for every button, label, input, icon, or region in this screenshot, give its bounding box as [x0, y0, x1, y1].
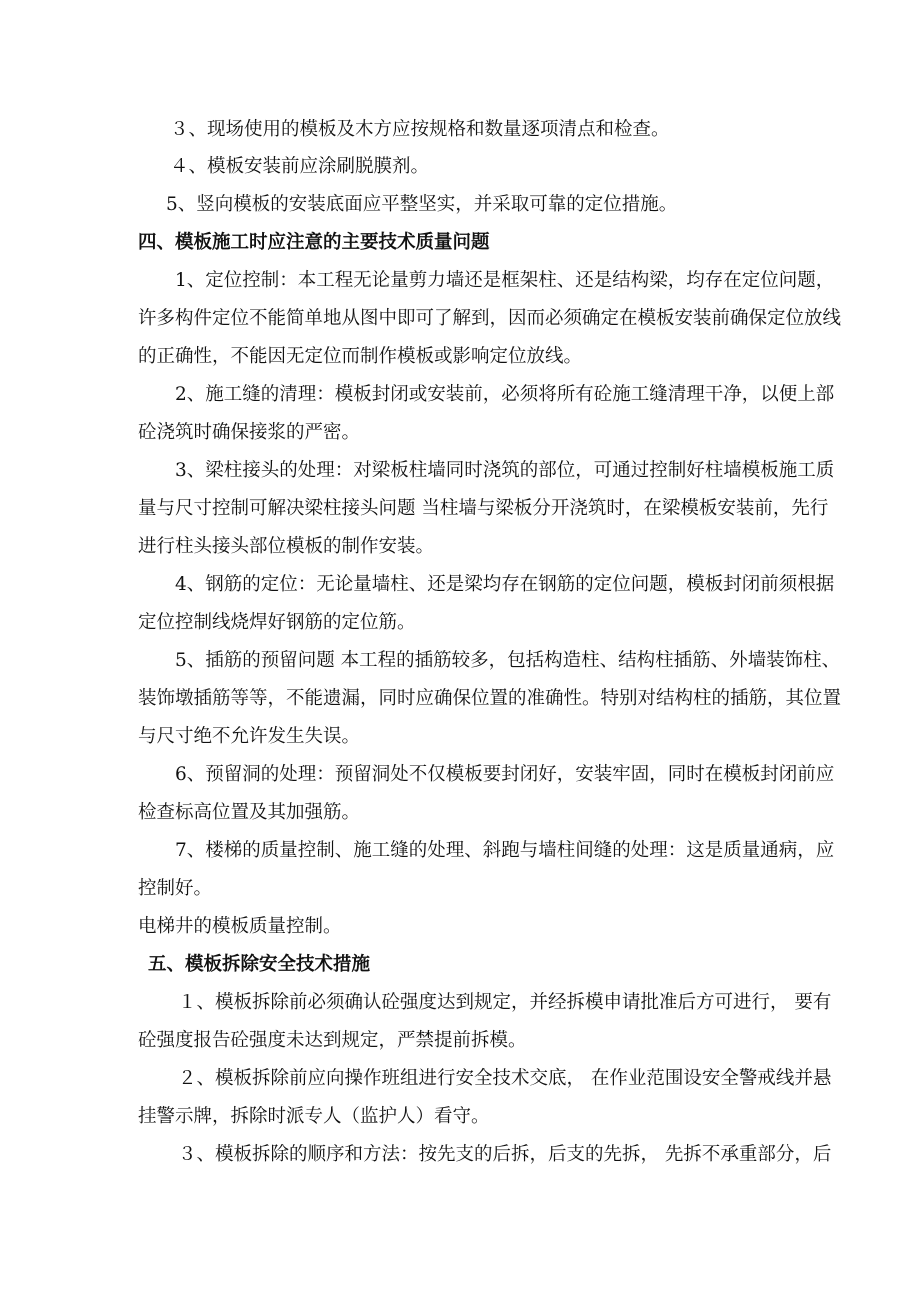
text-line: 6、预留洞的处理：预留洞处不仅模板要封闭好，安装牢固，同时在模板封闭前应 [175, 764, 835, 785]
text-line: 5、插筋的预留问题 本工程的插筋较多，包括构造柱、结构柱插筋、外墙装饰柱、 [175, 650, 841, 671]
text-line: １、模板拆除前必须确认砼强度达到规定，并经拆模申请批准后方可进行， 要有 [178, 992, 832, 1013]
text-line: 挂警示牌，拆除时派专人（监护人）看守。 [138, 1106, 490, 1127]
text-line: 量与尺寸控制可解决梁柱接头问题 当柱墙与梁板分开浇筑时，在梁模板安装前，先行 [138, 498, 829, 519]
text-line: 4、钢筋的定位：无论量墙柱、还是梁均存在钢筋的定位问题，模板封闭前须根据 [175, 574, 835, 595]
text-line: 2、施工缝的清理：模板封闭或安装前，必须将所有砼施工缝清理干净，以便上部 [175, 384, 835, 405]
section-heading: 四、模板施工时应注意的主要技术质量问题 [138, 232, 490, 253]
text-line: 与尺寸绝不允许发生失误。 [138, 726, 361, 747]
text-line: 电梯井的模板质量控制。 [138, 916, 342, 937]
text-line: 砼浇筑时确保接浆的严密。 [138, 422, 361, 443]
text-line: 5、竖向模板的安装底面应平整坚实，并采取可靠的定位措施。 [166, 194, 678, 215]
text-line: 定位控制线烧焊好钢筋的定位筋。 [138, 612, 416, 633]
text-line: ２、模板拆除前应向操作班组进行安全技术交底， 在作业范围设安全警戒线并悬 [178, 1068, 832, 1089]
text-line: 进行柱头接头部位模板的制作安装。 [138, 536, 435, 557]
text-line: ３、现场使用的模板及木方应按规格和数量逐项清点和检查。 [170, 119, 670, 140]
text-line: 砼强度报告砼强度未达到规定，严禁提前拆模。 [138, 1030, 527, 1051]
text-line: 的正确性，不能因无定位而制作模板或影响定位放线。 [138, 346, 583, 367]
section-heading: 五、模板拆除安全技术措施 [148, 954, 371, 975]
text-line: 检查标高位置及其加强筋。 [138, 802, 361, 823]
text-line: ３、模板拆除的顺序和方法：按先支的后拆，后支的先拆， 先拆不承重部分，后 [178, 1144, 832, 1165]
text-line: 装饰墩插筋等等，不能遗漏，同时应确保位置的准确性。特别对结构柱的插筋，其位置 [138, 688, 842, 709]
text-line: 许多构件定位不能简单地从图中即可了解到，因而必须确定在模板安装前确保定位放线 [138, 308, 842, 329]
text-line: 7、楼梯的质量控制、施工缝的处理、斜跑与墙柱间缝的处理：这是质量通病，应 [175, 840, 835, 861]
text-line: 控制好。 [138, 878, 213, 899]
text-line: 3、梁柱接头的处理：对梁板柱墙同时浇筑的部位，可通过控制好柱墙模板施工质 [175, 460, 835, 481]
text-line: ４、模板安装前应涂刷脱膜剂。 [170, 156, 430, 177]
text-line: 1、定位控制：本工程无论量剪力墙还是框架柱、还是结构梁，均存在定位问题， [175, 270, 835, 291]
